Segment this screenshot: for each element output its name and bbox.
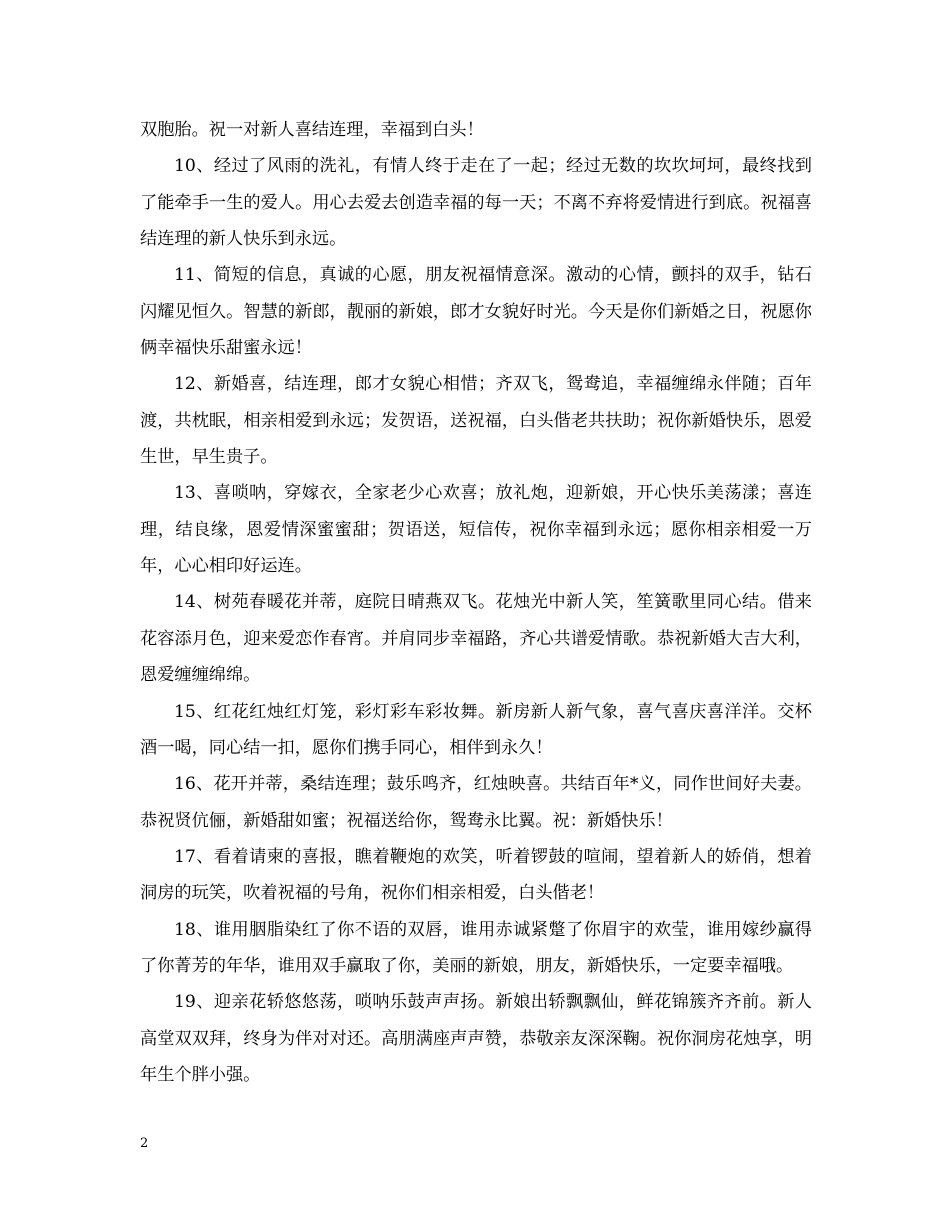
- paragraph-item-13: 13、喜唢呐，穿嫁衣，全家老少心欢喜；放礼炮，迎新娘，开心快乐美荡漾；喜连理，结良缘，恩爱情深蜜蜜甜；贺语送，短信传，祝你幸福到永远；愿你相亲相爱一万年，心心相印好运连。: [140, 483, 812, 577]
- paragraph-item-14: 14、树苑春暖花并蒂，庭院日晴燕双飞。花烛光中新人笑，笙簧歌里同心结。借来花容添月色，迎来爱恋作春宵。并肩同步幸福路，齐心共谱爱情歌。恭祝新婚大吉大利，恩爱缠缠绵绵。: [140, 592, 812, 686]
- paragraph-item-15: 15、红花红烛红灯笼，彩灯彩车彩妆舞。新房新人新气象，喜气喜庆喜洋洋。交杯酒一喝，同心结一扣，愿你们携手同心，相伴到永久！: [140, 701, 812, 758]
- page-number: 2: [140, 1136, 149, 1151]
- body-text: [140, 112, 812, 1093]
- paragraph-item-16: 16、花开并蒂，桑结连理；鼓乐鸣齐，红烛映喜。共结百年*义，同作世间好夫妻。恭祝贤伉俪，新婚甜如蜜；祝福送给你，鸳鸯永比翼。祝：新婚快乐！: [140, 774, 812, 831]
- paragraph-continuation: 双胞胎。祝一对新人喜结连理，幸福到白头！: [140, 120, 484, 140]
- paragraph-item-12: 12、新婚喜，结连理，郎才女貌心相惜；齐双飞，鸳鸯追，幸福缠绵永伴随；百年渡，共枕眠，相亲相爱到永远；发贺语，送祝福，白头偕老共扶助；祝你新婚快乐，恩爱生世，早生贵子。: [140, 374, 812, 468]
- paragraph-item-10: 10、经过了风雨的洗礼，有情人终于走在了一起；经过无数的坎坎坷坷，最终找到了能牵手一生的爱人。用心去爱去创造幸福的每一天；不离不弃将爱情进行到底。祝福喜结连理的新人快乐到永远。: [140, 156, 812, 250]
- paragraph-item-18: 18、谁用胭脂染红了你不语的双唇，谁用赤诚紧蹩了你眉宇的欢莹，谁用嫁纱赢得了你菁芳的年华，谁用双手赢取了你，美丽的新娘，朋友，新婚快乐，一定要幸福哦。: [140, 919, 812, 976]
- paragraph-item-17: 17、看着请柬的喜报，瞧着鞭炮的欢笑，听着锣鼓的喧闹，望着新人的娇俏，想着洞房的玩笑，吹着祝福的号角，祝你们相亲相爱，白头偕老！: [140, 846, 812, 904]
- paragraph-item-19: 19、迎亲花轿悠悠荡，唢呐乐鼓声声扬。新娘出轿飘飘仙，鲜花锦簇齐齐前。新人高堂双双拜，终身为伴对对还。高朋满座声声赞，恭敬亲友深深鞠。祝你洞房花烛享，明年生个胖小强。: [140, 992, 812, 1085]
- paragraph-item-11: 11、简短的信息，真诚的心愿，朋友祝福情意深。激动的心情，颤抖的双手，钻石闪耀见恒久。智慧的新郎，靓丽的新娘，郎才女貌好时光。今天是你们新婚之日，祝愿你俩幸福快乐甜蜜永远！: [140, 265, 812, 359]
